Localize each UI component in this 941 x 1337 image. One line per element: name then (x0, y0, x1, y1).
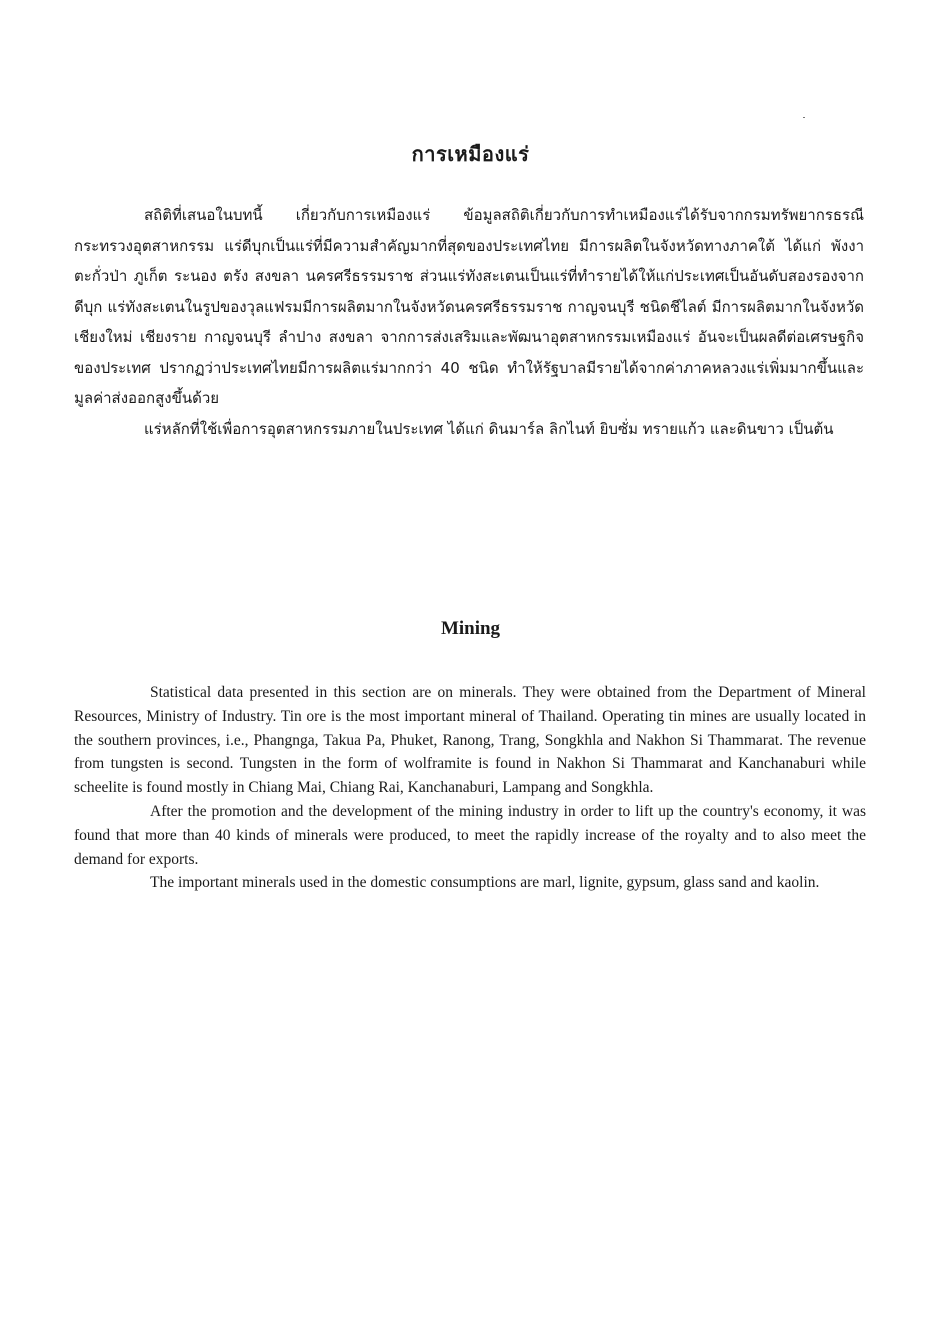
english-paragraph-1: Statistical data presented in this section are on minerals. They were obtained from the Department of Mineral Resources, Ministry of Industry. Tin ore is the most important mineral of Thailand. Operating tin mines are usually located in the southern provinces, i.e., Phangnga, Takua Pa, Phuket, Ranong, Trang, Songkhla and Nakhon Si Thammarat. The revenue from tungsten is second. Tungsten in the form of wolframite is found in Nakhon Si Thammarat and Kanchanaburi while scheelite is found mostly in Chiang Mai, Chiang Rai, Kanchanaburi, Lampang and Songkhla. (74, 684, 866, 797)
thai-section-title: การเหมืองแร่ (411, 142, 530, 166)
scan-speck (803, 117, 805, 118)
thai-paragraph-2: แร่หลักที่ใช้เพื่อการอุตสาหกรรมภายในประเทศ ได้แก่ ดินมาร์ล ลิกไนท์ ยิบซั่ม ทรายแก้ว และดินขาว เป็นต้น (144, 419, 834, 438)
english-paragraph-3: The important minerals used in the domestic consumptions are marl, lignite, gypsum, glass sand and kaolin. (150, 874, 820, 892)
thai-section-body (74, 200, 864, 444)
thai-paragraph-1: สถิติที่เสนอในบทนี้ เกี่ยวกับการเหมืองแร่ ข้อมูลสถิติเกี่ยวกับการทำเหมืองแร่ได้รับจากกรมทรัพยากรธรณี กระทรวงอุตสาหกรรม แร่ดีบุกเป็นแร่ที่มีความสำคัญมากที่สุดของประเทศไทย มีการผลิตในจังหวัดทางภาคใต้ ได้แก่ พังงา ตะกั่วป่า ภูเก็ต ระนอง ตรัง สงขลา นครศรีธรรมราช ส่วนแร่ทังสะเตนเป็นแร่ที่ทำรายได้ให้แก่ประเทศเป็นอันดับสองรองจากดีบุก แร่ทังสะเตนในรูปของวุลแฟรมมีการผลิตมากในจังหวัดนครศรีธรรมราช กาญจนบุรี ชนิดชีไลต์ มีการผลิตมากในจังหวัด เชียงใหม่ เชียงราย กาญจนบุรี ลำปาง สงขลา จากการส่งเสริมและพัฒนาอุตสาหกรรมเหมืองแร่ อันจะเป็นผลดีต่อเศรษฐกิจของประเทศ ปรากฏว่าประเทศไทยมีการผลิตแร่มากกว่า 40 ชนิด ทำให้รัฐบาลมีรายได้จากค่าภาคหลวงแร่เพิ่มมากขึ้นและมูลค่าส่งออกสูงขึ้นด้วย (74, 206, 864, 407)
english-section-body (74, 681, 866, 895)
english-section-title: Mining (440, 618, 501, 639)
english-paragraph-2: After the promotion and the development of the mining industry in order to lift up the country's economy, it was found that more than 40 kinds of minerals were produced, to meet the rapidly increase of the royalty and to also meet the demand for exports. (74, 802, 866, 868)
